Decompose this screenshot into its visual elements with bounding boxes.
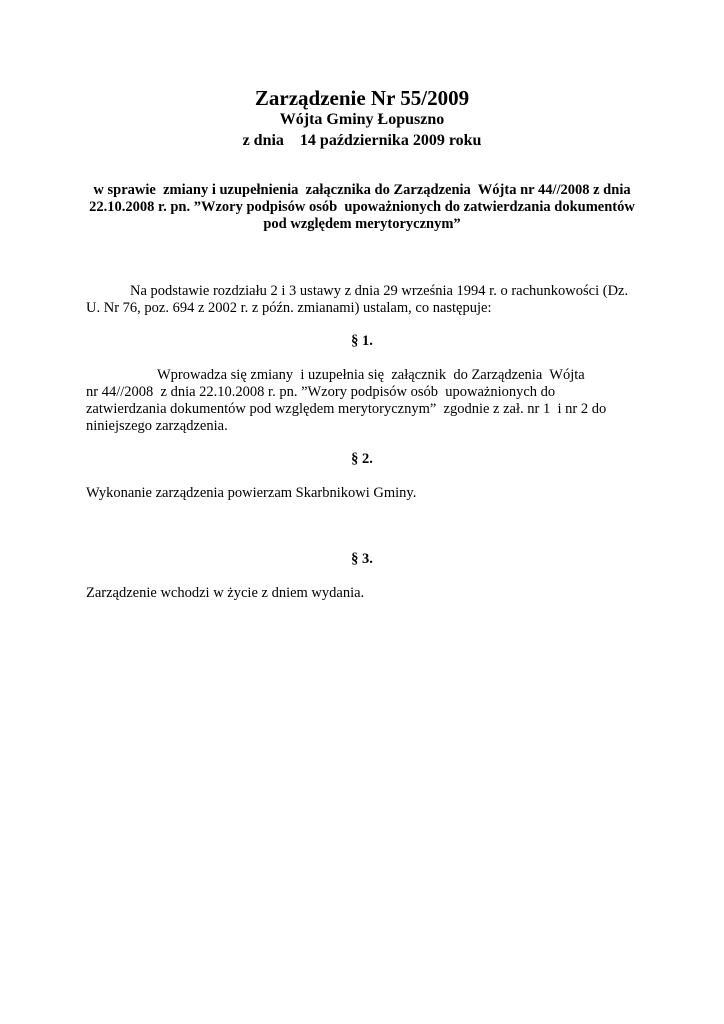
document-title: Zarządzenie Nr 55/2009 (254, 86, 470, 110)
section-2-line: Wykonanie zarządzenia powierzam Skarbnikowi Gminy. (86, 485, 417, 501)
preamble-line: Na podstawie rozdziału 2 i 3 ustawy z dnia 29 września 1994 r. o rachunkowości (Dz. (130, 283, 629, 299)
section-1-line: nr 44//2008 z dnia 22.10.2008 r. pn. ”Wzory podpisów osób upoważnionych do (86, 384, 556, 400)
preamble-line: U. Nr 76, poz. 694 z 2002 r. z późn. zmianami) ustalam, co następuje: (86, 300, 492, 316)
section-1-line: zatwierdzania dokumentów pod względem merytorycznym” zgodnie z zał. nr 1 i nr 2 do (86, 401, 607, 417)
section-2-heading: § 2. (351, 451, 373, 467)
section-1-heading: § 1. (351, 333, 373, 349)
document-subtitle: Wójta Gminy Łopuszno (279, 111, 445, 128)
section-1-line: niniejszego zarządzenia. (86, 418, 228, 434)
section-3-heading: § 3. (351, 551, 373, 567)
subject-line: pod względem merytorycznym” (263, 216, 461, 232)
subject-line: 22.10.2008 r. pn. ”Wzory podpisów osób upoważnionych do zatwierdzania dokumentów (89, 199, 635, 215)
subject-line: w sprawie zmiany i uzupełnienia załącznika do Zarządzenia Wójta nr 44//2008 z dnia (93, 182, 631, 198)
section-1-line: Wprowadza się zmiany i uzupełnia się załącznik do Zarządzenia Wójta (157, 367, 585, 383)
section-3-line: Zarządzenie wchodzi w życie z dniem wydania. (86, 585, 365, 601)
document-date: z dnia 14 października 2009 roku (242, 132, 482, 149)
